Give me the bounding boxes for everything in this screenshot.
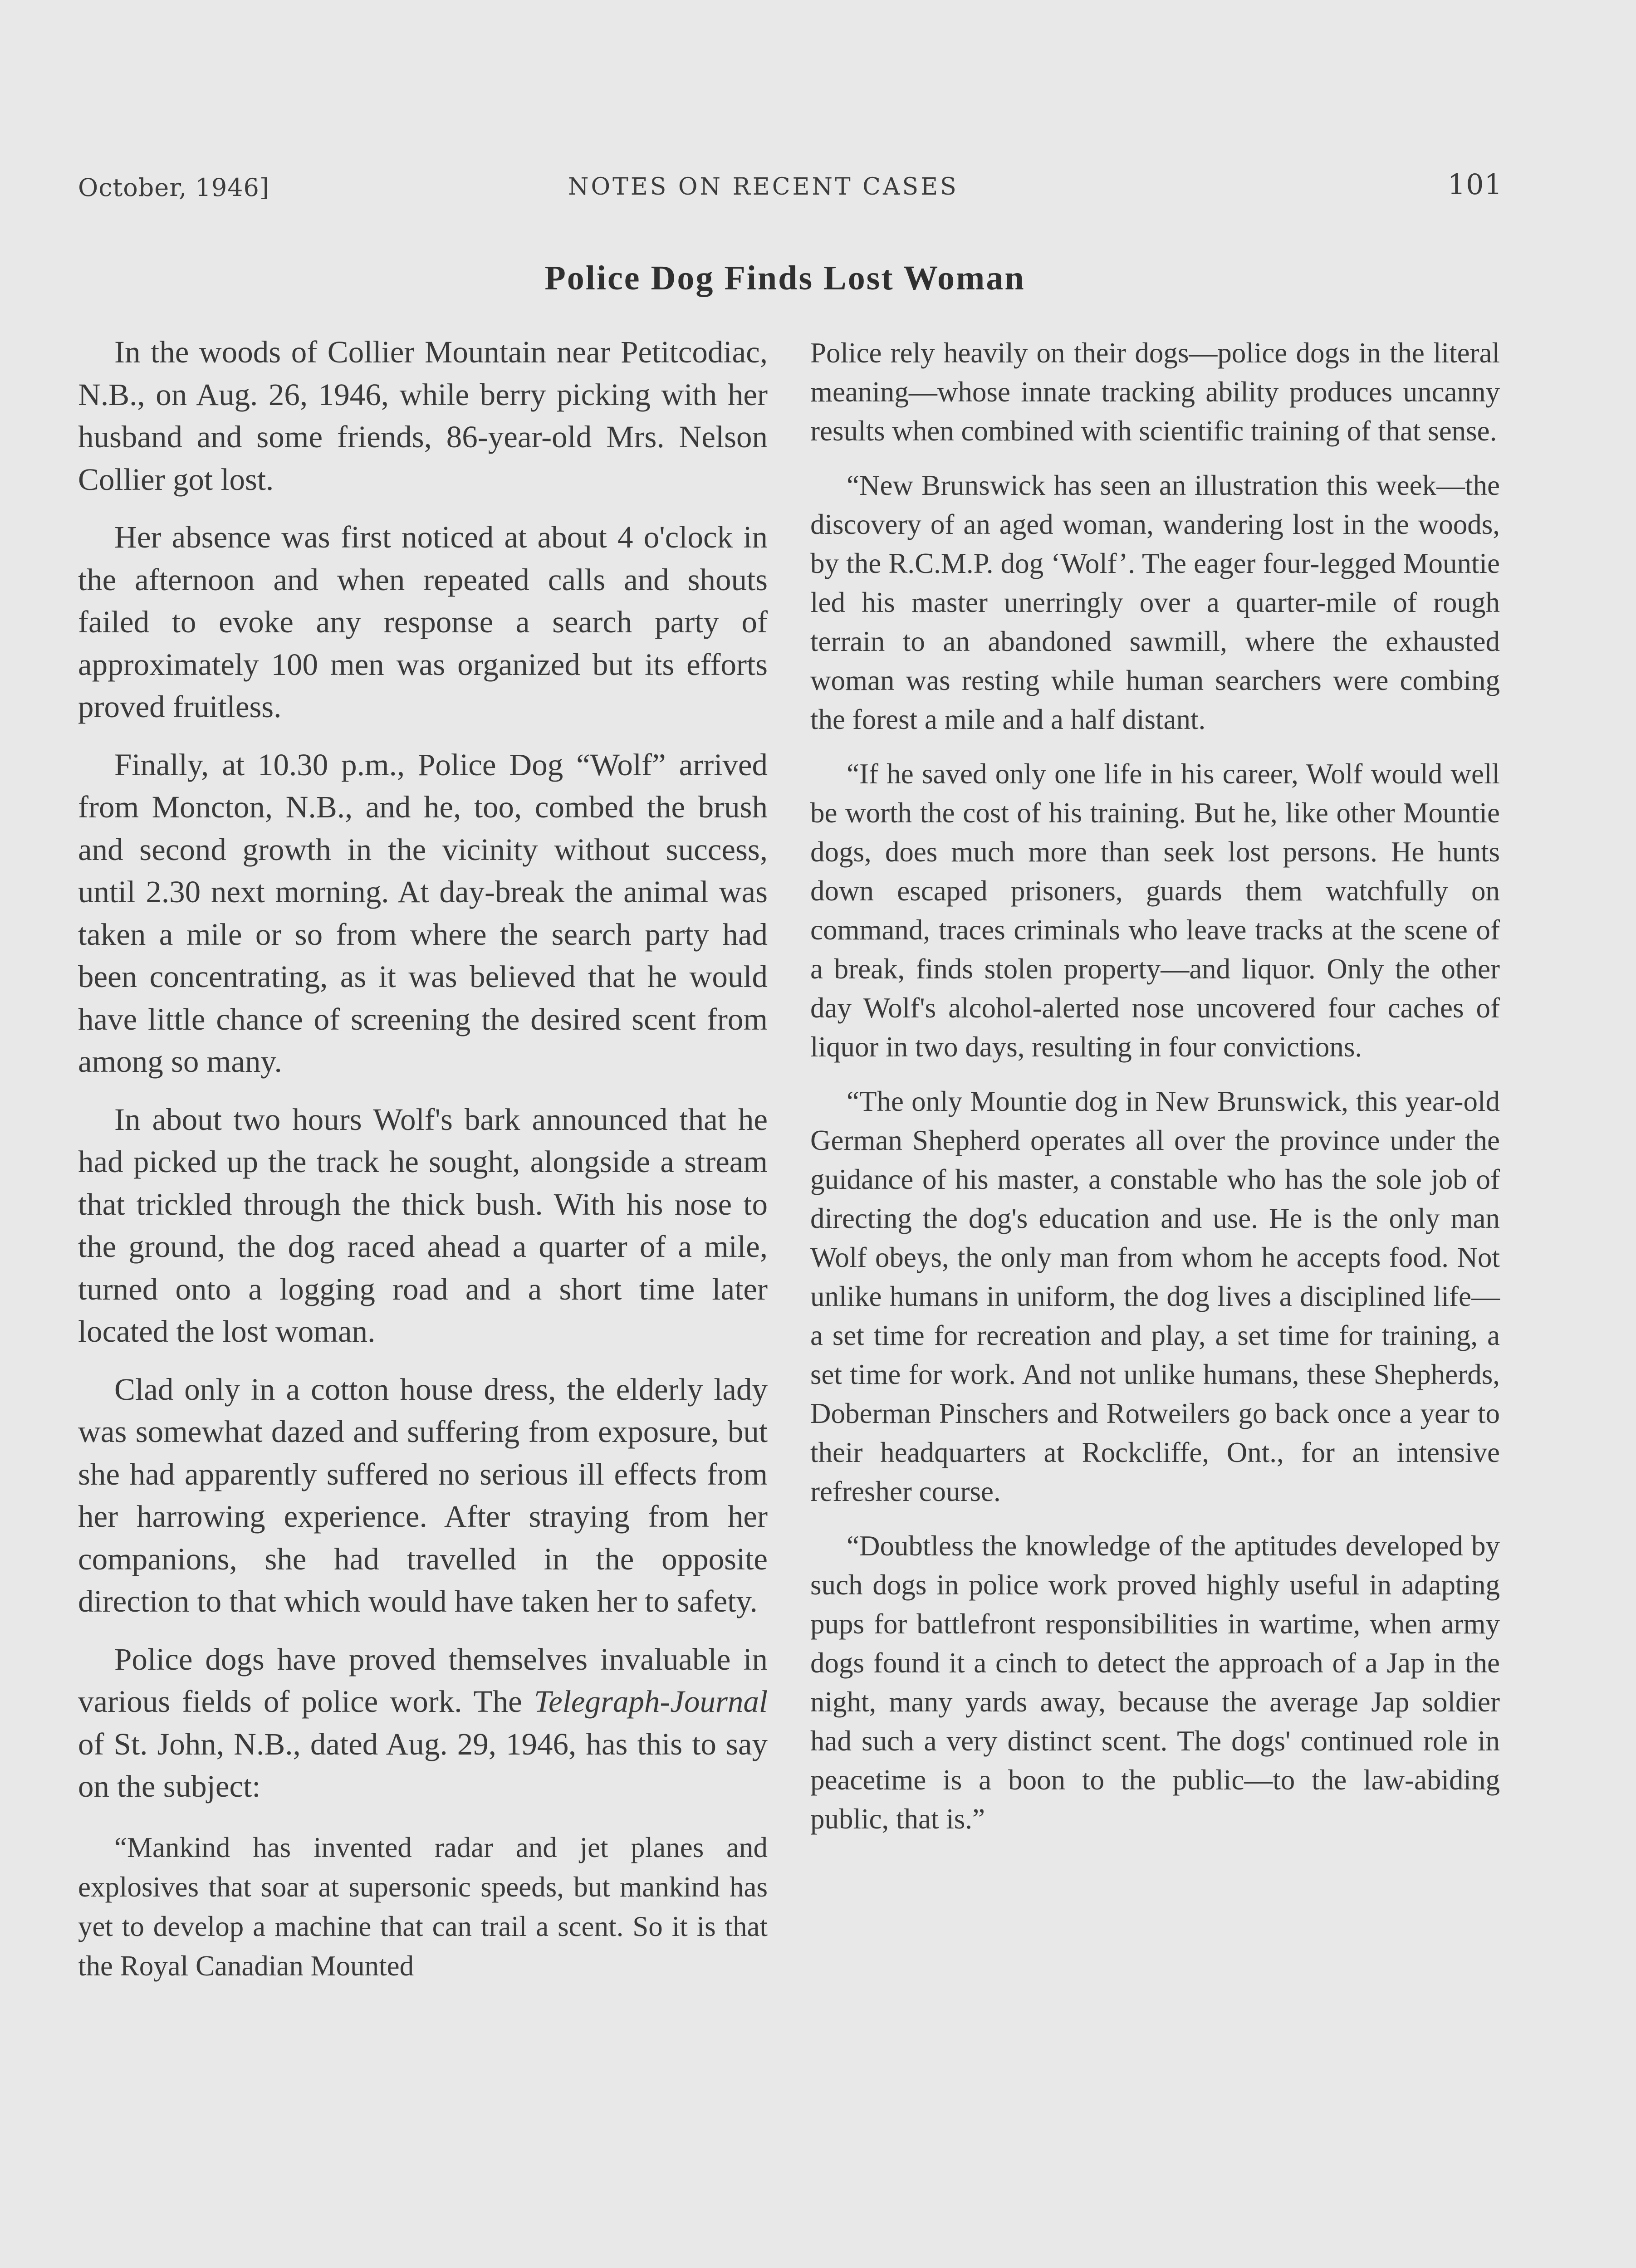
quote-paragraph: “Doubtless the knowledge of the aptitudes developed by such dogs in police work proved highly useful in adapting pups for battlefront responsibilities in wartime, when army dogs found it a cinch to detect the approach of a Jap in the night, many yards away, because the average Jap soldier had such a very distinct scent. The dogs' continued role in peacetime is a boon to the public—to the law-abiding public, that is.”	[810, 1530, 1500, 1835]
header-date: October, 1946]	[78, 173, 269, 202]
intro-text: Police dogs have proved themselves invaluable in various fields of police work. The	[78, 1642, 768, 1719]
right-column	[810, 333, 1500, 1854]
paragraph: Clad only in a cotton house dress, the elderly lady was somewhat dazed and suffering from exposure, but she had apparently suffered no serious ill effects from her harrowing experience. After straying from her companions, she had travelled in the opposite direction to that which would have taken her to safety.	[78, 1372, 768, 1618]
article-title: Police Dog Finds Lost Woman	[544, 259, 1025, 297]
left-column	[78, 331, 768, 2001]
paragraph-intro-to-quote	[78, 1638, 768, 1808]
quote-paragraph: “Mankind has invented radar and jet planes and explosives that soar at supersonic speeds, but mankind has yet to develop a machine that can trail a scent. So it is that the Royal Canadian Mounted	[78, 1831, 768, 1982]
running-header	[78, 168, 1503, 209]
header-section-title: NOTES ON RECENT CASES	[568, 173, 959, 200]
quote-paragraph: “New Brunswick has seen an illustration this week—the discovery of an aged woman, wandering lost in the woods, by the R.C.M.P. dog ‘Wolf’. The eager four-legged Mountie led his master unerringly over a quarter-mile of rough terrain to an abandoned sawmill, where the exhausted woman was resting while human searchers were combing the forest a mile and a half distant.	[810, 469, 1500, 735]
paragraph: In about two hours Wolf's bark announced that he had picked up the track he sought, alongside a stream that trickled through the thick bush. With his nose to the ground, the dog raced ahead a quarter of a mile, turned onto a logging road and a short time later located the lost woman.	[78, 1102, 768, 1349]
paragraph: Her absence was first noticed at about 4 o'clock in the afternoon and when repeated calls and shouts failed to evoke any response a search party of approximately 100 men was organized but its efforts proved fruitless.	[78, 520, 768, 724]
quote-continuation: Police rely heavily on their dogs—police dogs in the literal meaning—whose innate tracking ability produces uncanny results when combined with scientific training of that sense.	[810, 337, 1500, 447]
quote-paragraph: “The only Mountie dog in New Brunswick, this year-old German Shepherd operates all over the province under the guidance of his master, a constable who has the sole job of directing the dog's education and use. He is the only man Wolf obeys, the only man from whom he accepts food. Not unlike humans in uniform, the dog lives a disciplined life—a set time for recreation and play, a set time for training, a set time for work. And not unlike humans, these Shepherds, Doberman Pinschers and Rotweilers go back once a year to their headquarters at Rockcliffe, Ont., for an intensive refresher course.	[810, 1085, 1500, 1507]
paragraph: Finally, at 10.30 p.m., Police Dog “Wolf” arrived from Moncton, N.B., and he, too, combed the brush and second growth in the vicinity without success, until 2.30 next morning. At day-break the animal was taken a mile or so from where the search party had been concentrating, as it was believed that he would have little chance of screening the desired scent from among so many.	[78, 747, 768, 1079]
newspaper-name: Telegraph-Journal	[534, 1684, 768, 1719]
intro-text-end: of St. John, N.B., dated Aug. 29, 1946, has this to say on the subject:	[78, 1726, 768, 1804]
quote-paragraph: “If he saved only one life in his career, Wolf would well be worth the cost of his training. But he, like other Mountie dogs, does much more than seek lost persons. He hunts down escaped prisoners, guards them watchfully on command, traces criminals who leave tracks at the scene of a break, finds stolen property—and liquor. Only the other day Wolf's alcohol-alerted nose uncovered four caches of liquor in two days, resulting in four convictions.	[810, 758, 1500, 1063]
paragraph: In the woods of Collier Mountain near Petitcodiac, N.B., on Aug. 26, 1946, while berry picking with her husband and some friends, 86-year-old Mrs. Nelson Collier got lost.	[78, 335, 768, 497]
page-number: 101	[1447, 168, 1503, 201]
